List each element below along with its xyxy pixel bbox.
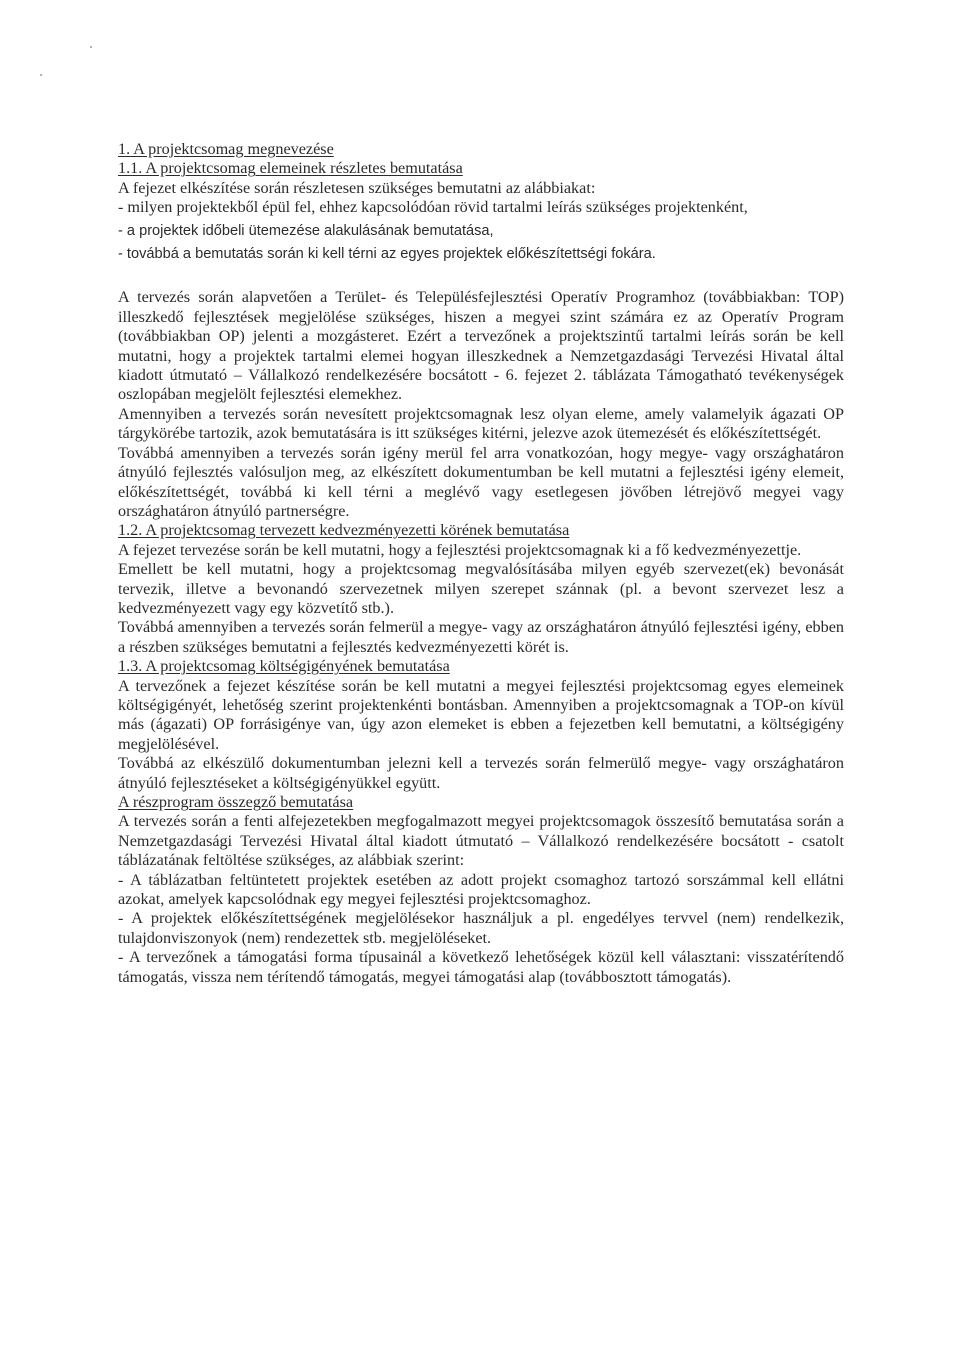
scan-speck	[90, 46, 92, 48]
summary-bullet: - A projektek előkészítettségének megjelölésekor használjuk a pl. engedélyes tervvel (nem) rendelkezik, tulajdonviszonyok (nem) rendezettek stb. megjelöléseket.	[118, 909, 844, 947]
section-1-3-heading: 1.3. A projektcsomag költségigényének bemutatása	[118, 657, 450, 676]
section-1-heading: 1. A projektcsomag megnevezése	[118, 140, 334, 158]
section-1-1-paragraph: A tervezés során alapvetően a Terület- és Településfejlesztési Operatív Programhoz (továbbiakban: TOP) illeszkedő fejlesztések megjelölése szükséges, hiszen a megyei szint számára ez az Operatív Program (továbbiakban OP) jelenti a mozgásteret. Ezért a tervezőnek a projektszintű tartalmi leírás során be kell mutatni, hogy a projektek tartalmi elemei hogyan illeszkednek a Nemzetgazdasági Tervezési Hivatal által kiadott útmutató – Vállalkozó rendelkezésére bocsátott - 6. fejezet 2. táblázata Támogatható tevékenységek oszlopában megjelölt fejlesztési elemekhez.	[118, 288, 844, 404]
section-1-2-paragraph: A fejezet tervezése során be kell mutatni, hogy a fejlesztési projektcsomagnak ki a fő kedvezményezettje.	[118, 540, 802, 559]
section-1-3-paragraph: A tervezőnek a fejezet készítése során be kell mutatni a megyei fejlesztési projektcsomag egyes elemeinek költségigényét, lehetőség szerint projektenkénti bontásban. Amennyiben a projektcsomagnak a TOP-on kívül más (ágazati) OP forrásigénye van, úgy azon elemeket is ebben a fejezetben kell bemutatni, a költségigény megjelölésével.	[118, 676, 844, 753]
summary-bullet: - A táblázatban feltüntetett projektek esetében az adott projekt csomaghoz tartozó sorszámmal kell ellátni azokat, amelyek kapcsolódnak egy megyei fejlesztési projektcsomaghoz.	[118, 870, 844, 909]
section-1-1-bullet: - továbbá a bemutatás során ki kell térni az egyes projektek előkészítettségi fokára.	[118, 246, 656, 263]
summary-bullet: - A tervezőnek a támogatási forma típusainál a következő lehetőségek közül kell választani: visszatérítendő támogatás, vissza nem térítendő támogatás, megyei támogatási alap (továbbosztott támogatás).	[118, 948, 844, 986]
section-1-1-heading: 1.1. A projektcsomag elemeinek részletes bemutatása	[118, 159, 463, 178]
section-1-1-bullet: - a projektek időbeli ütemezése alakulásának bemutatása,	[118, 222, 494, 239]
section-1-1-intro: A fejezet elkészítése során részletesen szükséges bemutatni az alábbiakat:	[118, 178, 596, 197]
section-1-2-paragraph: Emellett be kell mutatni, hogy a projektcsomag megvalósításába milyen egyéb szervezet(ek) bevonását tervezik, illetve a bevonandó szervezetnek milyen szerepet szánnak (pl. a bevont szervezet lesz a kedvezményezett vagy egy közvetítő stb.).	[118, 560, 844, 617]
scan-speck	[40, 74, 42, 76]
section-1-1-paragraph: Továbbá amennyiben a tervezés során igény merül fel arra vonatkozóan, hogy megye- vagy országhatáron átnyúló fejlesztés valósuljon meg, az elkészített dokumentumban be kell mutatni a fejlesztési igény elemeit, előkészítettségét, továbbá ki kell térni a meglévő vagy esetlegesen jövőben létrejövő megyei vagy országhatáron átnyúló partnerségre.	[118, 443, 844, 520]
section-1-1-paragraph: Amennyiben a tervezés során nevesített projektcsomagnak lesz olyan eleme, amely valamelyik ágazati OP tárgykörébe tartozik, azok bemutatására is itt szükséges kitérni, jelezve azok ütemezését és előkészítettségét.	[118, 404, 844, 443]
section-1-2-heading: 1.2. A projektcsomag tervezett kedvezményezetti körének bemutatása	[118, 521, 570, 540]
section-1-1-bullet: - milyen projektekből épül fel, ehhez kapcsolódóan rövid tartalmi leírás szükséges projektenként,	[118, 198, 748, 217]
summary-paragraph: A tervezés során a fenti alfejezetekben megfogalmazott megyei projektcsomagok összesítő bemutatása során a Nemzetgazdasági Tervezési Hivatal által kiadott útmutató – Vállalkozó rendelkezésére bocsátott - csatolt táblázatának feltöltése szükséges, az alábbiak szerint:	[118, 812, 844, 870]
summary-heading: A részprogram összegző bemutatása	[118, 793, 354, 811]
section-1-3-paragraph: Továbbá az elkészülő dokumentumban jelezni kell a tervezés során felmerülő megye- vagy országhatáron átnyúló fejlesztéseket a költségigényükkel együtt.	[118, 754, 844, 792]
section-1-2-paragraph: Továbbá amennyiben a tervezés során felmerül a megye- vagy az országhatáron átnyúló fejlesztési igény, ebben a részben szükséges bemutatni a fejlesztés kedvezményezetti körét is.	[118, 618, 844, 656]
